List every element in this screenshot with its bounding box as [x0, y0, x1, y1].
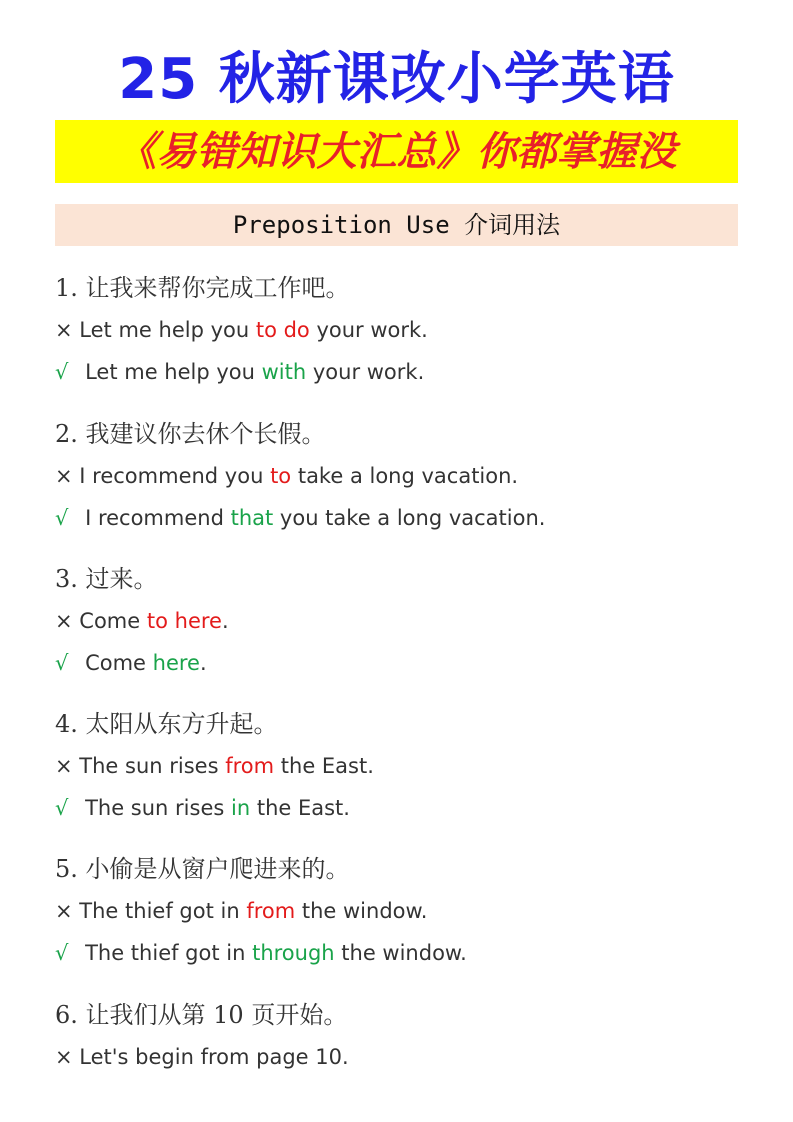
wrong-mark-icon: × — [55, 464, 73, 488]
sentence-text: take a long vacation. — [291, 464, 519, 488]
chinese-sentence: 6. 让我们从第 10 页开始。 — [55, 1001, 348, 1029]
sentence-text: The sun rises — [79, 754, 226, 778]
wrong-sentence — [55, 314, 428, 346]
sentence-text: Come — [79, 609, 147, 633]
wrong-highlight: from — [246, 899, 296, 923]
wrong-sentence — [55, 460, 518, 492]
check-mark-icon: √ — [55, 360, 69, 384]
wrong-highlight: from — [225, 754, 275, 778]
page-subtitle: 《易错知识大汇总》你都掌握没 — [116, 128, 677, 175]
sentence-text: you take a long vacation. — [273, 506, 546, 530]
sentence-text: I recommend — [85, 506, 231, 530]
sentence-text: Come — [85, 651, 153, 675]
sentence-text: the East. — [274, 754, 374, 778]
sentence-text: your work. — [309, 318, 428, 342]
check-mark-icon: √ — [55, 651, 69, 675]
sentence-text: the window. — [295, 899, 428, 923]
wrong-highlight: to do — [255, 318, 310, 342]
check-mark-icon: √ — [55, 941, 69, 965]
chinese-sentence: 4. 太阳从东方升起。 — [55, 710, 278, 738]
wrong-sentence — [55, 605, 229, 637]
correct-highlight: here — [152, 651, 200, 675]
wrong-mark-icon: × — [55, 899, 73, 923]
chinese-sentence: 5. 小偷是从窗户爬进来的。 — [55, 855, 350, 883]
sentence-text: The thief got in — [79, 899, 247, 923]
wrong-sentence — [55, 750, 374, 782]
sentence-text: The thief got in — [85, 941, 253, 965]
wrong-mark-icon: × — [55, 609, 73, 633]
correct-sentence — [55, 502, 545, 534]
section-header — [55, 204, 738, 246]
sentence-text: Let me help you — [85, 360, 262, 384]
correct-highlight: with — [261, 360, 307, 384]
page-title: 25 秋新课改小学英语 — [118, 47, 675, 112]
correct-highlight: that — [230, 506, 274, 530]
sentence-text: Let me help you — [79, 318, 256, 342]
correct-sentence — [55, 647, 207, 679]
check-mark-icon: √ — [55, 506, 69, 530]
chinese-sentence: 3. 过来。 — [55, 565, 158, 593]
correct-sentence — [55, 792, 350, 824]
sentence-text: the window. — [334, 941, 467, 965]
chinese-sentence: 1. 让我来帮你完成工作吧。 — [55, 274, 350, 302]
correct-highlight: in — [231, 796, 251, 820]
correct-highlight: through — [252, 941, 335, 965]
check-mark-icon: √ — [55, 796, 69, 820]
sentence-text: I recommend you — [79, 464, 271, 488]
wrong-highlight: to — [270, 464, 292, 488]
sentence-text: The sun rises — [85, 796, 231, 820]
subtitle-banner — [55, 120, 738, 183]
wrong-mark-icon: × — [55, 754, 73, 778]
sentence-text: your work. — [306, 360, 425, 384]
chinese-sentence: 2. 我建议你去休个长假。 — [55, 420, 326, 448]
wrong-sentence — [55, 1041, 349, 1073]
section-title: Preposition Use 介词用法 — [232, 211, 561, 239]
wrong-highlight: to here — [146, 609, 222, 633]
correct-sentence — [55, 356, 424, 388]
correct-sentence — [55, 937, 467, 969]
wrong-mark-icon: × — [55, 318, 73, 342]
wrong-sentence — [55, 895, 427, 927]
sentence-text: Let's begin from page 10. — [79, 1045, 349, 1069]
sentence-text: . — [221, 609, 229, 633]
sentence-text: . — [199, 651, 207, 675]
sentence-text: the East. — [250, 796, 350, 820]
wrong-mark-icon: × — [55, 1045, 73, 1069]
